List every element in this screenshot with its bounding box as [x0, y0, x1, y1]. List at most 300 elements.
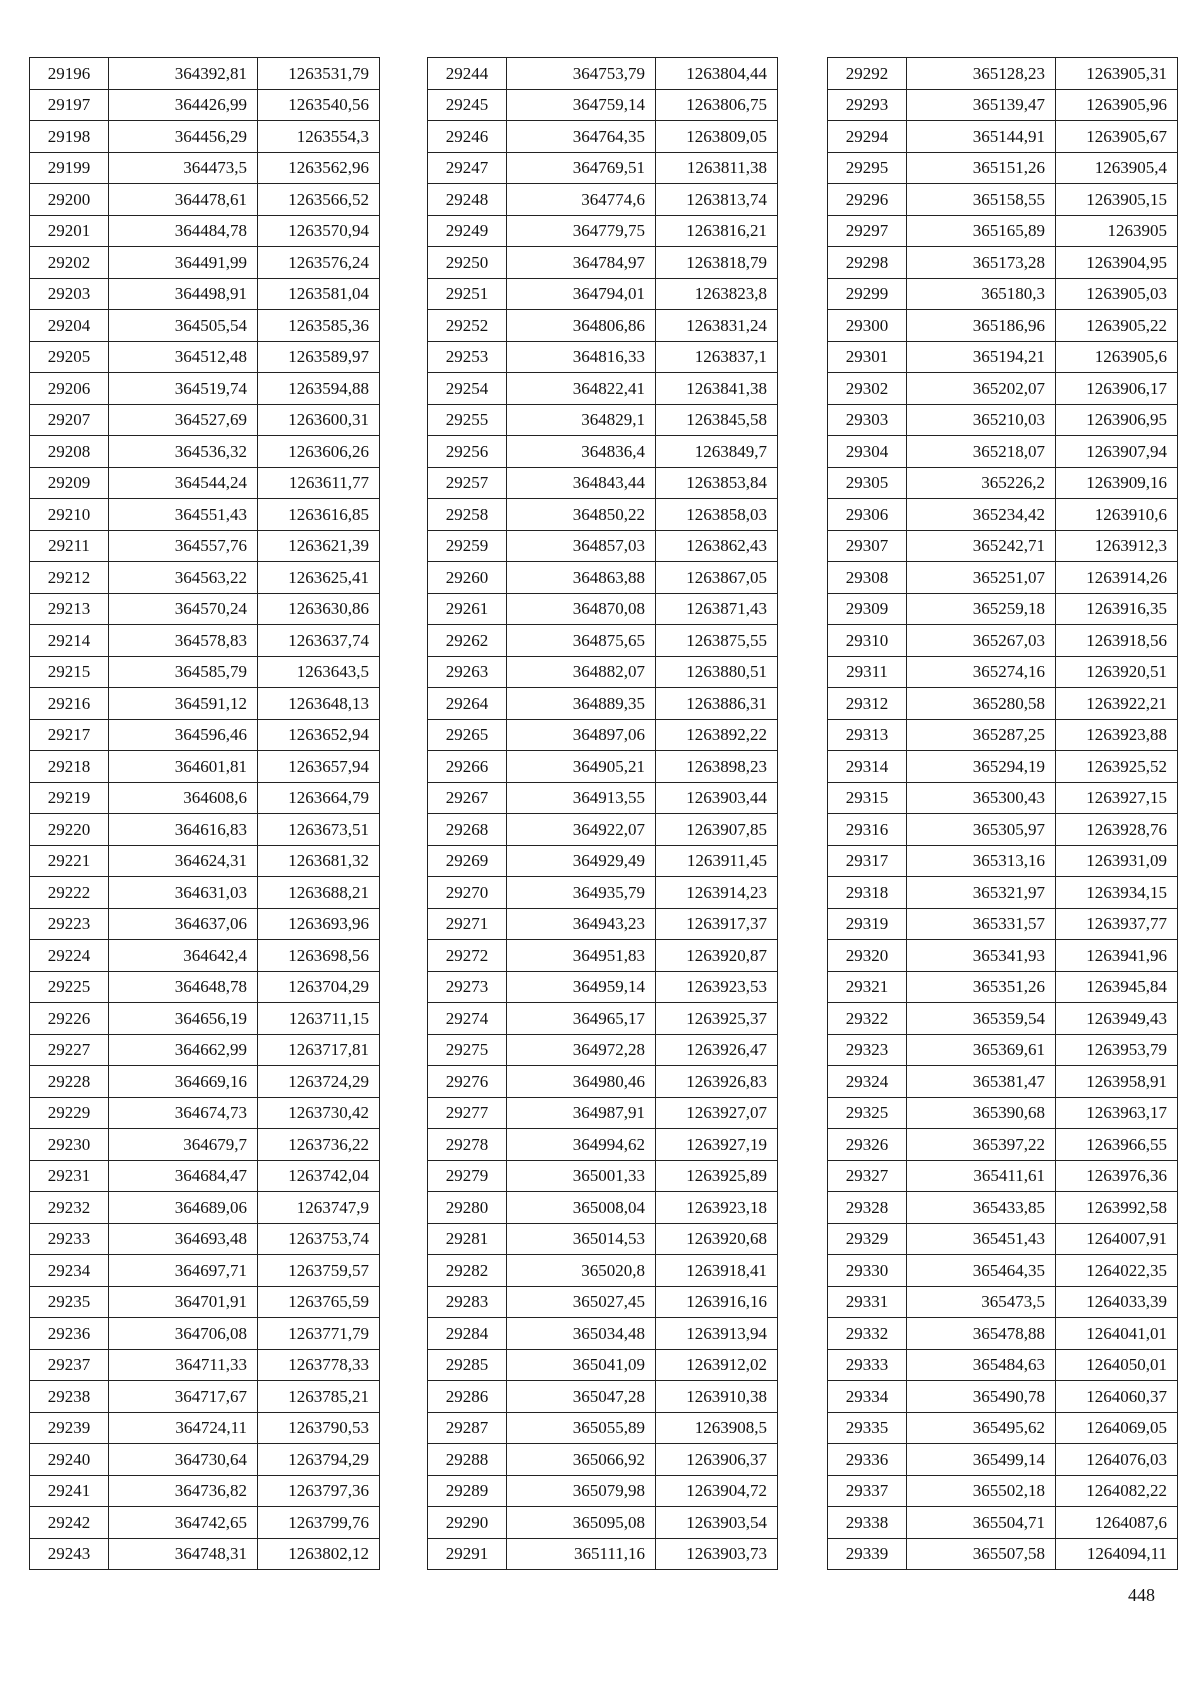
point-number-cell: 29333	[828, 1349, 907, 1381]
x-coordinate-cell: 365473,5	[907, 1286, 1056, 1318]
x-coordinate-cell: 365014,53	[507, 1223, 656, 1255]
point-number-cell: 29321	[828, 971, 907, 1003]
x-coordinate-cell: 364551,43	[109, 499, 258, 531]
y-coordinate-cell: 1263643,5	[258, 656, 380, 688]
x-coordinate-cell: 365305,97	[907, 814, 1056, 846]
x-coordinate-cell: 365274,16	[907, 656, 1056, 688]
x-coordinate-cell: 365502,18	[907, 1475, 1056, 1507]
y-coordinate-cell: 1263875,55	[656, 625, 778, 657]
x-coordinate-cell: 364456,29	[109, 121, 258, 153]
table-row	[30, 845, 380, 877]
table-row	[428, 1507, 778, 1539]
y-coordinate-cell: 1263923,18	[656, 1192, 778, 1224]
y-coordinate-cell: 1263976,36	[1056, 1160, 1178, 1192]
y-coordinate-cell: 1264069,05	[1056, 1412, 1178, 1444]
y-coordinate-cell: 1263648,13	[258, 688, 380, 720]
x-coordinate-cell: 365495,62	[907, 1412, 1056, 1444]
y-coordinate-cell: 1263698,56	[258, 940, 380, 972]
y-coordinate-cell: 1263905,4	[1056, 152, 1178, 184]
point-number-cell: 29334	[828, 1381, 907, 1413]
x-coordinate-cell: 364512,48	[109, 341, 258, 373]
x-coordinate-cell: 364850,22	[507, 499, 656, 531]
y-coordinate-cell: 1264050,01	[1056, 1349, 1178, 1381]
x-coordinate-cell: 365234,42	[907, 499, 1056, 531]
table-row	[428, 215, 778, 247]
point-number-cell: 29300	[828, 310, 907, 342]
table-row	[428, 1475, 778, 1507]
y-coordinate-cell: 1263616,85	[258, 499, 380, 531]
y-coordinate-cell: 1264041,01	[1056, 1318, 1178, 1350]
point-number-cell: 29235	[30, 1286, 109, 1318]
y-coordinate-cell: 1263871,43	[656, 593, 778, 625]
x-coordinate-cell: 365139,47	[907, 89, 1056, 121]
table-row	[428, 1349, 778, 1381]
y-coordinate-cell: 1263802,12	[258, 1538, 380, 1570]
y-coordinate-cell: 1263918,41	[656, 1255, 778, 1287]
table-row	[30, 373, 380, 405]
x-coordinate-cell: 364764,35	[507, 121, 656, 153]
x-coordinate-cell: 364836,4	[507, 436, 656, 468]
table-row	[428, 373, 778, 405]
y-coordinate-cell: 1263910,38	[656, 1381, 778, 1413]
table-row	[30, 310, 380, 342]
point-number-cell: 29217	[30, 719, 109, 751]
point-number-cell: 29330	[828, 1255, 907, 1287]
y-coordinate-cell: 1263906,17	[1056, 373, 1178, 405]
point-number-cell: 29320	[828, 940, 907, 972]
table-row	[30, 58, 380, 90]
x-coordinate-cell: 364935,79	[507, 877, 656, 909]
table-row	[828, 1286, 1178, 1318]
x-coordinate-cell: 365210,03	[907, 404, 1056, 436]
y-coordinate-cell: 1263906,95	[1056, 404, 1178, 436]
y-coordinate-cell: 1263688,21	[258, 877, 380, 909]
x-coordinate-cell: 364536,32	[109, 436, 258, 468]
table-row	[828, 1097, 1178, 1129]
table-row	[428, 436, 778, 468]
y-coordinate-cell: 1263904,72	[656, 1475, 778, 1507]
x-coordinate-cell: 365359,54	[907, 1003, 1056, 1035]
x-coordinate-cell: 364392,81	[109, 58, 258, 90]
point-number-cell: 29201	[30, 215, 109, 247]
x-coordinate-cell: 365464,35	[907, 1255, 1056, 1287]
y-coordinate-cell: 1263837,1	[656, 341, 778, 373]
table-row	[828, 373, 1178, 405]
table-row	[828, 1444, 1178, 1476]
point-number-cell: 29259	[428, 530, 507, 562]
x-coordinate-cell: 365381,47	[907, 1066, 1056, 1098]
y-coordinate-cell: 1263804,44	[656, 58, 778, 90]
table-row	[428, 278, 778, 310]
x-coordinate-cell: 365287,25	[907, 719, 1056, 751]
y-coordinate-cell: 1263945,84	[1056, 971, 1178, 1003]
point-number-cell: 29329	[828, 1223, 907, 1255]
x-coordinate-cell: 364736,82	[109, 1475, 258, 1507]
point-number-cell: 29200	[30, 184, 109, 216]
y-coordinate-cell: 1263905,96	[1056, 89, 1178, 121]
y-coordinate-cell: 1263926,47	[656, 1034, 778, 1066]
x-coordinate-cell: 364557,76	[109, 530, 258, 562]
x-coordinate-cell: 364951,83	[507, 940, 656, 972]
table-row	[828, 782, 1178, 814]
y-coordinate-cell: 1263905,03	[1056, 278, 1178, 310]
table-row	[428, 341, 778, 373]
y-coordinate-cell: 1263664,79	[258, 782, 380, 814]
point-number-cell: 29306	[828, 499, 907, 531]
table-row	[428, 310, 778, 342]
table-row	[428, 1444, 778, 1476]
x-coordinate-cell: 364959,14	[507, 971, 656, 1003]
x-coordinate-cell: 365504,71	[907, 1507, 1056, 1539]
table-row	[428, 467, 778, 499]
table-row	[30, 1129, 380, 1161]
table-row	[828, 1475, 1178, 1507]
x-coordinate-cell: 364616,83	[109, 814, 258, 846]
y-coordinate-cell: 1263903,54	[656, 1507, 778, 1539]
point-number-cell: 29254	[428, 373, 507, 405]
table-row	[30, 215, 380, 247]
x-coordinate-cell: 365186,96	[907, 310, 1056, 342]
y-coordinate-cell: 1263911,45	[656, 845, 778, 877]
table-row	[828, 1349, 1178, 1381]
x-coordinate-cell: 365008,04	[507, 1192, 656, 1224]
table-row	[30, 814, 380, 846]
point-number-cell: 29211	[30, 530, 109, 562]
x-coordinate-cell: 364943,23	[507, 908, 656, 940]
x-coordinate-cell: 364591,12	[109, 688, 258, 720]
y-coordinate-cell: 1264094,11	[1056, 1538, 1178, 1570]
point-number-cell: 29236	[30, 1318, 109, 1350]
table-row	[828, 1223, 1178, 1255]
point-number-cell: 29225	[30, 971, 109, 1003]
y-coordinate-cell: 1263630,86	[258, 593, 380, 625]
y-coordinate-cell: 1263931,09	[1056, 845, 1178, 877]
y-coordinate-cell: 1263858,03	[656, 499, 778, 531]
point-number-cell: 29242	[30, 1507, 109, 1539]
point-number-cell: 29248	[428, 184, 507, 216]
y-coordinate-cell: 1263912,3	[1056, 530, 1178, 562]
table-row	[30, 751, 380, 783]
y-coordinate-cell: 1263920,68	[656, 1223, 778, 1255]
x-coordinate-cell: 365294,19	[907, 751, 1056, 783]
y-coordinate-cell: 1263809,05	[656, 121, 778, 153]
x-coordinate-cell: 364473,5	[109, 152, 258, 184]
table-row	[428, 530, 778, 562]
point-number-cell: 29273	[428, 971, 507, 1003]
x-coordinate-cell: 365194,21	[907, 341, 1056, 373]
y-coordinate-cell: 1263753,74	[258, 1223, 380, 1255]
y-coordinate-cell: 1263576,24	[258, 247, 380, 279]
table-row	[428, 656, 778, 688]
table-row	[828, 1066, 1178, 1098]
y-coordinate-cell: 1263621,39	[258, 530, 380, 562]
y-coordinate-cell: 1263570,94	[258, 215, 380, 247]
y-coordinate-cell: 1263797,36	[258, 1475, 380, 1507]
coordinate-table-1	[29, 57, 380, 1570]
table-row	[30, 1538, 380, 1570]
y-coordinate-cell: 1263785,21	[258, 1381, 380, 1413]
point-number-cell: 29317	[828, 845, 907, 877]
point-number-cell: 29251	[428, 278, 507, 310]
table-row	[428, 1381, 778, 1413]
table-row	[428, 908, 778, 940]
y-coordinate-cell: 1263916,35	[1056, 593, 1178, 625]
point-number-cell: 29313	[828, 719, 907, 751]
table-row	[30, 1381, 380, 1413]
table-row	[828, 341, 1178, 373]
x-coordinate-cell: 364822,41	[507, 373, 656, 405]
y-coordinate-cell: 1264007,91	[1056, 1223, 1178, 1255]
y-coordinate-cell: 1263898,23	[656, 751, 778, 783]
point-number-cell: 29202	[30, 247, 109, 279]
point-number-cell: 29261	[428, 593, 507, 625]
x-coordinate-cell: 364965,17	[507, 1003, 656, 1035]
x-coordinate-cell: 365280,58	[907, 688, 1056, 720]
table-row	[828, 404, 1178, 436]
table-row	[828, 152, 1178, 184]
table-row	[30, 247, 380, 279]
point-number-cell: 29294	[828, 121, 907, 153]
y-coordinate-cell: 1263813,74	[656, 184, 778, 216]
y-coordinate-cell: 1263934,15	[1056, 877, 1178, 909]
y-coordinate-cell: 1263853,84	[656, 467, 778, 499]
x-coordinate-cell: 364972,28	[507, 1034, 656, 1066]
table-row	[828, 562, 1178, 594]
table-row	[428, 184, 778, 216]
point-number-cell: 29207	[30, 404, 109, 436]
point-number-cell: 29312	[828, 688, 907, 720]
point-number-cell: 29222	[30, 877, 109, 909]
x-coordinate-cell: 364843,44	[507, 467, 656, 499]
point-number-cell: 29318	[828, 877, 907, 909]
y-coordinate-cell: 1263925,89	[656, 1160, 778, 1192]
point-number-cell: 29212	[30, 562, 109, 594]
point-number-cell: 29218	[30, 751, 109, 783]
table-row	[828, 1381, 1178, 1413]
y-coordinate-cell: 1263907,85	[656, 814, 778, 846]
point-number-cell: 29231	[30, 1160, 109, 1192]
x-coordinate-cell: 364857,03	[507, 530, 656, 562]
table-row	[828, 121, 1178, 153]
point-number-cell: 29307	[828, 530, 907, 562]
point-number-cell: 29309	[828, 593, 907, 625]
x-coordinate-cell: 364769,51	[507, 152, 656, 184]
point-number-cell: 29293	[828, 89, 907, 121]
x-coordinate-cell: 364987,91	[507, 1097, 656, 1129]
table-row	[428, 719, 778, 751]
y-coordinate-cell: 1263914,23	[656, 877, 778, 909]
x-coordinate-cell: 365331,57	[907, 908, 1056, 940]
y-coordinate-cell: 1263831,24	[656, 310, 778, 342]
point-number-cell: 29270	[428, 877, 507, 909]
table-row	[428, 688, 778, 720]
table-row	[428, 1192, 778, 1224]
y-coordinate-cell: 1263747,9	[258, 1192, 380, 1224]
x-coordinate-cell: 364929,49	[507, 845, 656, 877]
y-coordinate-cell: 1263927,19	[656, 1129, 778, 1161]
table-row	[828, 845, 1178, 877]
point-number-cell: 29316	[828, 814, 907, 846]
x-coordinate-cell: 365066,92	[507, 1444, 656, 1476]
x-coordinate-cell: 365451,43	[907, 1223, 1056, 1255]
table-row	[428, 247, 778, 279]
point-number-cell: 29255	[428, 404, 507, 436]
x-coordinate-cell: 365411,61	[907, 1160, 1056, 1192]
x-coordinate-cell: 364679,7	[109, 1129, 258, 1161]
x-coordinate-cell: 365321,97	[907, 877, 1056, 909]
table-row	[828, 719, 1178, 751]
table-row	[828, 1160, 1178, 1192]
y-coordinate-cell: 1263912,02	[656, 1349, 778, 1381]
y-coordinate-cell: 1264022,35	[1056, 1255, 1178, 1287]
point-number-cell: 29331	[828, 1286, 907, 1318]
point-number-cell: 29292	[828, 58, 907, 90]
x-coordinate-cell: 364624,31	[109, 845, 258, 877]
x-coordinate-cell: 364779,75	[507, 215, 656, 247]
y-coordinate-cell: 1263905	[1056, 215, 1178, 247]
x-coordinate-cell: 365390,68	[907, 1097, 1056, 1129]
x-coordinate-cell: 364601,81	[109, 751, 258, 783]
table-row	[428, 845, 778, 877]
table-row	[30, 1475, 380, 1507]
point-number-cell: 29239	[30, 1412, 109, 1444]
table-row	[828, 1507, 1178, 1539]
x-coordinate-cell: 365095,08	[507, 1507, 656, 1539]
x-coordinate-cell: 364478,61	[109, 184, 258, 216]
y-coordinate-cell: 1263925,37	[656, 1003, 778, 1035]
table-row	[30, 1349, 380, 1381]
table-row	[30, 121, 380, 153]
table-row	[428, 562, 778, 594]
x-coordinate-cell: 365499,14	[907, 1444, 1056, 1476]
x-coordinate-cell: 364689,06	[109, 1192, 258, 1224]
point-number-cell: 29219	[30, 782, 109, 814]
x-coordinate-cell: 365055,89	[507, 1412, 656, 1444]
point-number-cell: 29223	[30, 908, 109, 940]
x-coordinate-cell: 364897,06	[507, 719, 656, 751]
point-number-cell: 29240	[30, 1444, 109, 1476]
x-coordinate-cell: 364544,24	[109, 467, 258, 499]
table-row	[428, 593, 778, 625]
point-number-cell: 29208	[30, 436, 109, 468]
y-coordinate-cell: 1263910,6	[1056, 499, 1178, 531]
table-row	[828, 1318, 1178, 1350]
x-coordinate-cell: 365507,58	[907, 1538, 1056, 1570]
point-number-cell: 29308	[828, 562, 907, 594]
y-coordinate-cell: 1263923,88	[1056, 719, 1178, 751]
point-number-cell: 29303	[828, 404, 907, 436]
table-row	[30, 1412, 380, 1444]
table-row	[30, 625, 380, 657]
y-coordinate-cell: 1263925,52	[1056, 751, 1178, 783]
point-number-cell: 29335	[828, 1412, 907, 1444]
point-number-cell: 29327	[828, 1160, 907, 1192]
table-row	[828, 467, 1178, 499]
y-coordinate-cell: 1263903,73	[656, 1538, 778, 1570]
x-coordinate-cell: 364563,22	[109, 562, 258, 594]
x-coordinate-cell: 364648,78	[109, 971, 258, 1003]
point-number-cell: 29213	[30, 593, 109, 625]
point-number-cell: 29314	[828, 751, 907, 783]
x-coordinate-cell: 364889,35	[507, 688, 656, 720]
table-row	[30, 562, 380, 594]
y-coordinate-cell: 1263823,8	[656, 278, 778, 310]
x-coordinate-cell: 365151,26	[907, 152, 1056, 184]
table-row	[30, 530, 380, 562]
table-row	[428, 1412, 778, 1444]
page-number: 448	[1128, 1585, 1155, 1605]
y-coordinate-cell: 1263920,51	[1056, 656, 1178, 688]
x-coordinate-cell: 364759,14	[507, 89, 656, 121]
y-coordinate-cell: 1263704,29	[258, 971, 380, 1003]
y-coordinate-cell: 1263905,22	[1056, 310, 1178, 342]
y-coordinate-cell: 1263928,76	[1056, 814, 1178, 846]
point-number-cell: 29262	[428, 625, 507, 657]
point-number-cell: 29295	[828, 152, 907, 184]
point-number-cell: 29286	[428, 1381, 507, 1413]
y-coordinate-cell: 1263589,97	[258, 341, 380, 373]
point-number-cell: 29267	[428, 782, 507, 814]
point-number-cell: 29337	[828, 1475, 907, 1507]
point-number-cell: 29279	[428, 1160, 507, 1192]
y-coordinate-cell: 1263806,75	[656, 89, 778, 121]
y-coordinate-cell: 1263920,87	[656, 940, 778, 972]
table-row	[828, 184, 1178, 216]
point-number-cell: 29203	[30, 278, 109, 310]
x-coordinate-cell: 364637,06	[109, 908, 258, 940]
y-coordinate-cell: 1263916,16	[656, 1286, 778, 1318]
y-coordinate-cell: 1263693,96	[258, 908, 380, 940]
y-coordinate-cell: 1263927,15	[1056, 782, 1178, 814]
table-row	[30, 152, 380, 184]
table-row	[828, 1192, 1178, 1224]
table-row	[428, 121, 778, 153]
table-row	[30, 1444, 380, 1476]
point-number-cell: 29216	[30, 688, 109, 720]
point-number-cell: 29325	[828, 1097, 907, 1129]
point-number-cell: 29290	[428, 1507, 507, 1539]
y-coordinate-cell: 1263949,43	[1056, 1003, 1178, 1035]
y-coordinate-cell: 1263992,58	[1056, 1192, 1178, 1224]
x-coordinate-cell: 365226,2	[907, 467, 1056, 499]
y-coordinate-cell: 1263585,36	[258, 310, 380, 342]
table-row	[30, 877, 380, 909]
x-coordinate-cell: 364491,99	[109, 247, 258, 279]
x-coordinate-cell: 365001,33	[507, 1160, 656, 1192]
x-coordinate-cell: 365165,89	[907, 215, 1056, 247]
y-coordinate-cell: 1263927,07	[656, 1097, 778, 1129]
x-coordinate-cell: 364596,46	[109, 719, 258, 751]
y-coordinate-cell: 1263953,79	[1056, 1034, 1178, 1066]
y-coordinate-cell: 1264082,22	[1056, 1475, 1178, 1507]
x-coordinate-cell: 364870,08	[507, 593, 656, 625]
y-coordinate-cell: 1263566,52	[258, 184, 380, 216]
coordinate-tables	[29, 57, 1177, 1569]
point-number-cell: 29277	[428, 1097, 507, 1129]
x-coordinate-cell: 365313,16	[907, 845, 1056, 877]
table-row	[30, 89, 380, 121]
table-row	[30, 1097, 380, 1129]
table-row	[428, 1538, 778, 1570]
x-coordinate-cell: 365158,55	[907, 184, 1056, 216]
y-coordinate-cell: 1263922,21	[1056, 688, 1178, 720]
x-coordinate-cell: 364585,79	[109, 656, 258, 688]
table-row	[428, 971, 778, 1003]
point-number-cell: 29250	[428, 247, 507, 279]
coordinate-table-2	[427, 57, 778, 1570]
y-coordinate-cell: 1263905,15	[1056, 184, 1178, 216]
x-coordinate-cell: 364669,16	[109, 1066, 258, 1098]
